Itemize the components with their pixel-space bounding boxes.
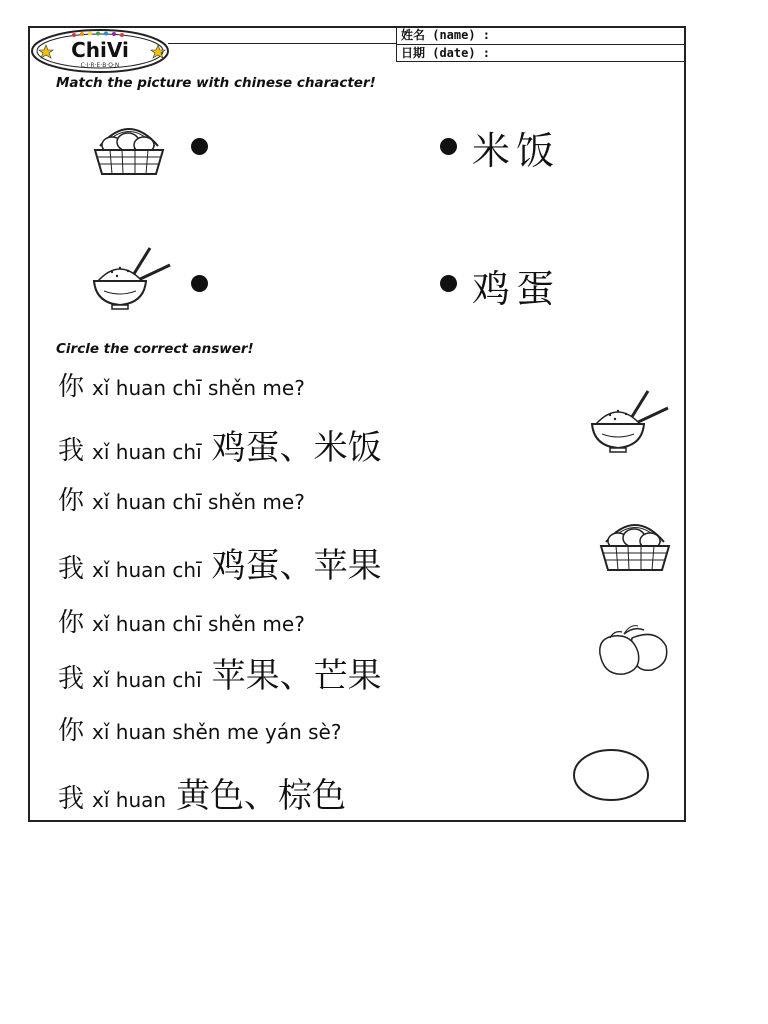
row-lead: 你 xyxy=(58,486,85,516)
row-pinyin: xǐ huan chī xyxy=(92,668,202,692)
circle-instruction: Circle the correct answer! xyxy=(56,341,254,357)
egg-basket-icon xyxy=(90,118,168,178)
match-dot-left-2[interactable] xyxy=(191,275,208,292)
row-lead: 我 xyxy=(58,436,85,466)
row-lead: 我 xyxy=(58,784,85,814)
logo-text: ChiVi xyxy=(71,38,129,62)
row-pinyin: xǐ huan xyxy=(92,788,167,812)
logo-subtext: C·I·R·E·B·O·N xyxy=(80,62,120,69)
row-lead: 你 xyxy=(58,608,85,638)
row-lead: 我 xyxy=(58,554,85,584)
question-row-1 xyxy=(58,366,305,403)
row-pinyin: xǐ huan shěn me yán sè? xyxy=(92,720,342,744)
row-pinyin: xǐ huan chī shěn me? xyxy=(92,376,305,400)
answer-options[interactable]: 鸡蛋、米饭 xyxy=(211,428,382,468)
answer-row-4 xyxy=(58,768,346,817)
answer-row-1 xyxy=(58,420,382,469)
rice-bowl-icon xyxy=(588,388,670,454)
match-word-egg: 鸡蛋 xyxy=(472,267,561,311)
match-word-rice: 米饭 xyxy=(472,129,561,173)
row-lead: 你 xyxy=(58,372,85,402)
answer-options[interactable]: 苹果、芒果 xyxy=(211,656,382,696)
row-pinyin: xǐ huan chī shěn me? xyxy=(92,490,305,514)
question-row-3 xyxy=(58,602,305,639)
match-dot-right-1[interactable] xyxy=(440,138,457,155)
answer-options[interactable]: 鸡蛋、苹果 xyxy=(211,546,382,586)
date-field[interactable]: 日期 (date) : xyxy=(397,44,685,62)
empty-circle-shape xyxy=(570,745,652,805)
answer-row-3 xyxy=(58,648,382,697)
header-rule xyxy=(168,43,396,44)
match-instruction: Match the picture with chinese character! xyxy=(56,75,376,91)
match-dot-left-1[interactable] xyxy=(191,138,208,155)
match-dot-right-2[interactable] xyxy=(440,275,457,292)
row-pinyin: xǐ huan chī xyxy=(92,558,202,582)
chivi-logo xyxy=(30,28,170,74)
question-row-2 xyxy=(58,480,305,517)
rice-bowl-icon xyxy=(90,245,172,311)
answer-options[interactable]: 黄色、棕色 xyxy=(176,776,347,816)
mango-icon xyxy=(594,624,670,678)
row-pinyin: xǐ huan chī shěn me? xyxy=(92,612,305,636)
question-row-4 xyxy=(58,710,341,747)
name-field[interactable]: 姓名 (name) : xyxy=(401,28,491,42)
egg-basket-icon xyxy=(596,514,674,574)
row-lead: 我 xyxy=(58,664,85,694)
row-pinyin: xǐ huan chī xyxy=(92,440,202,464)
row-lead: 你 xyxy=(58,716,85,746)
answer-row-2 xyxy=(58,538,382,587)
name-date-box xyxy=(396,26,686,62)
